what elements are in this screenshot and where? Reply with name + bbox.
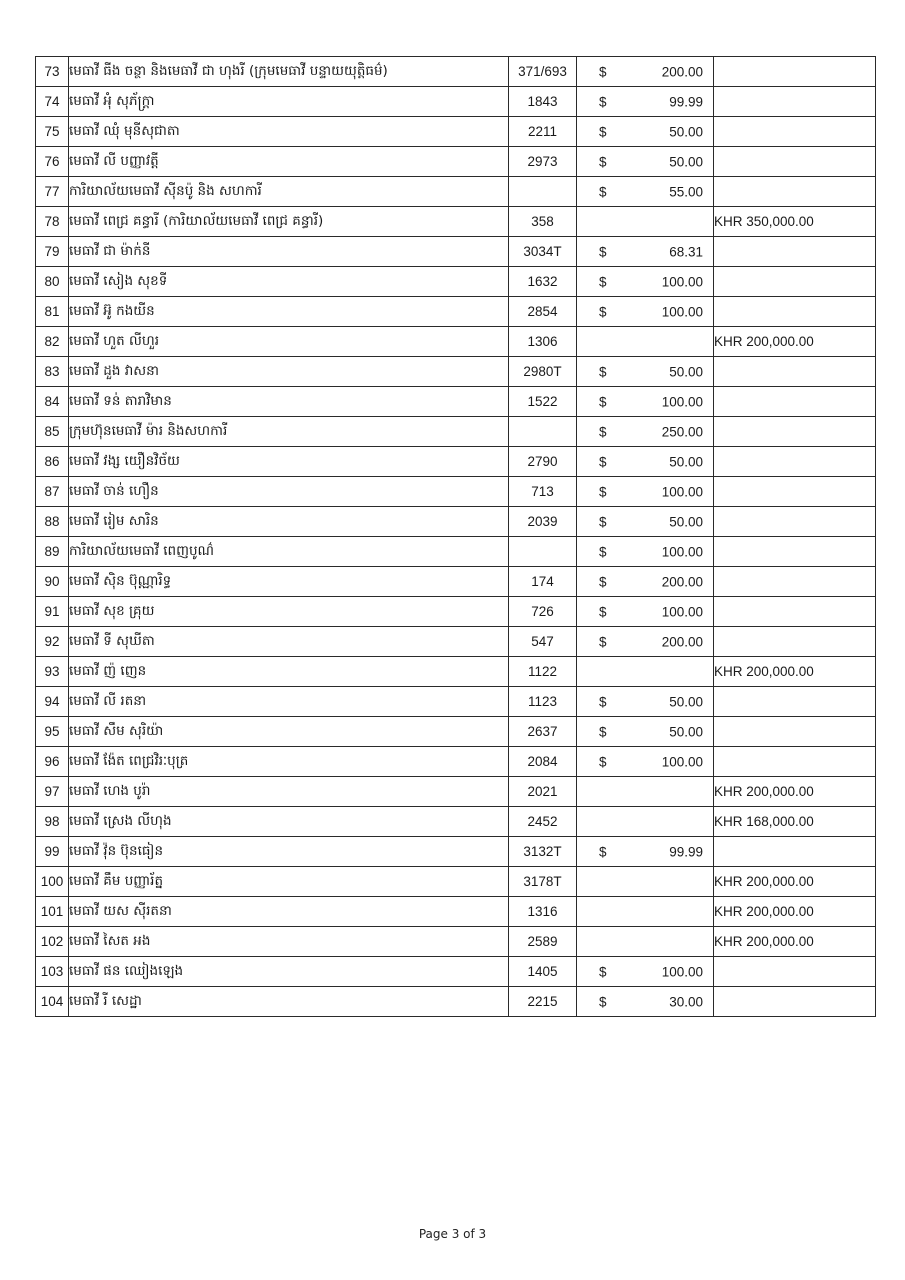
usd-amount: 99.99: [669, 844, 703, 859]
usd-amount-cell: [577, 177, 714, 207]
table-row: [36, 957, 876, 987]
row-number: 85: [36, 417, 69, 447]
lawyer-name: មេធាវី វង្ស យឿនវិច័យ: [69, 447, 509, 477]
reference-number: 2215: [509, 987, 577, 1017]
usd-amount: 99.99: [669, 94, 703, 109]
usd-amount: 50.00: [669, 154, 703, 169]
khr-amount: [714, 477, 876, 507]
khr-amount: [714, 567, 876, 597]
table-row: [36, 657, 876, 687]
usd-amount-cell: [577, 507, 714, 537]
row-number: 78: [36, 207, 69, 237]
usd-symbol: $: [599, 364, 607, 379]
reference-number: 1122: [509, 657, 577, 687]
reference-number: 1522: [509, 387, 577, 417]
row-number: 79: [36, 237, 69, 267]
reference-number: 1316: [509, 897, 577, 927]
khr-amount: [714, 387, 876, 417]
usd-amount: 100.00: [661, 274, 703, 289]
usd-symbol: $: [599, 844, 607, 859]
table-row: [36, 987, 876, 1017]
usd-amount-cell: [577, 147, 714, 177]
khr-amount: [714, 147, 876, 177]
lawyer-name: មេធាវី ឈុំ មុនីសុជាតា: [69, 117, 509, 147]
usd-amount-cell: [577, 477, 714, 507]
reference-number: 1306: [509, 327, 577, 357]
table-row: [36, 327, 876, 357]
khr-amount: [714, 267, 876, 297]
usd-amount-cell: [577, 957, 714, 987]
usd-amount-cell: [577, 927, 714, 957]
usd-symbol: $: [599, 394, 607, 409]
lawyer-name: មេធាវី ធីង ចន្ថា និងមេធាវី ជា ហុងរី (ក្រុមមេធាវី បន្ទាយយុត្តិធម៌): [69, 57, 509, 87]
reference-number: 358: [509, 207, 577, 237]
reference-number: 1123: [509, 687, 577, 717]
khr-amount: KHR 200,000.00: [714, 657, 876, 687]
reference-number: 371/693: [509, 57, 577, 87]
reference-number: 2637: [509, 717, 577, 747]
lawyer-name: មេធាវី សឹម សុរិយ៉ា: [69, 717, 509, 747]
usd-amount: 50.00: [669, 124, 703, 139]
usd-amount-cell: [577, 327, 714, 357]
usd-symbol: $: [599, 274, 607, 289]
usd-amount-cell: [577, 807, 714, 837]
usd-symbol: $: [599, 154, 607, 169]
reference-number: 1405: [509, 957, 577, 987]
row-number: 84: [36, 387, 69, 417]
usd-amount: 50.00: [669, 364, 703, 379]
row-number: 88: [36, 507, 69, 537]
page-footer: Page 3 of 3: [418, 1227, 487, 1241]
khr-amount: [714, 57, 876, 87]
usd-symbol: $: [599, 574, 607, 589]
usd-symbol: $: [599, 304, 607, 319]
khr-amount: KHR 200,000.00: [714, 927, 876, 957]
row-number: 102: [36, 927, 69, 957]
lawyer-name: មេធាវី រៀម សារិន: [69, 507, 509, 537]
usd-amount-cell: [577, 867, 714, 897]
table-row: [36, 507, 876, 537]
lawyer-name: មេធាវី លី បញ្ញាវត្តី: [69, 147, 509, 177]
lawyer-name: មេធាវី សៃត អង: [69, 927, 509, 957]
usd-symbol: $: [599, 64, 607, 79]
table-row: [36, 417, 876, 447]
table-row: [36, 57, 876, 87]
reference-number: [509, 537, 577, 567]
lawyer-name: មេធាវី សុខ គ្រុយ: [69, 597, 509, 627]
usd-amount: 100.00: [661, 604, 703, 619]
reference-number: 3034T: [509, 237, 577, 267]
row-number: 99: [36, 837, 69, 867]
table-row: [36, 897, 876, 927]
lawyer-name: ការិយាល័យមេធាវី ពេញបូណ៌: [69, 537, 509, 567]
usd-amount: 30.00: [669, 994, 703, 1009]
reference-number: 547: [509, 627, 577, 657]
usd-symbol: $: [599, 514, 607, 529]
row-number: 87: [36, 477, 69, 507]
usd-amount: 200.00: [661, 574, 703, 589]
khr-amount: [714, 987, 876, 1017]
usd-amount-cell: [577, 537, 714, 567]
lawyer-name: មេធាវី ង៉ែត ពេជ្រវិរៈបុត្រ: [69, 747, 509, 777]
reference-number: 174: [509, 567, 577, 597]
contributions-table: [35, 56, 876, 1017]
lawyer-name: មេធាវី អុំ សុភ័ក្រ្តា: [69, 87, 509, 117]
table-row: [36, 867, 876, 897]
usd-symbol: $: [599, 244, 607, 259]
table-row: [36, 447, 876, 477]
row-number: 104: [36, 987, 69, 1017]
usd-amount-cell: [577, 57, 714, 87]
khr-amount: KHR 200,000.00: [714, 897, 876, 927]
table-row: [36, 117, 876, 147]
usd-amount: 200.00: [661, 634, 703, 649]
usd-amount: 55.00: [669, 184, 703, 199]
usd-amount-cell: [577, 567, 714, 597]
usd-symbol: $: [599, 484, 607, 499]
khr-amount: [714, 237, 876, 267]
usd-amount: 68.31: [669, 244, 703, 259]
table-row: [36, 387, 876, 417]
row-number: 81: [36, 297, 69, 327]
usd-symbol: $: [599, 724, 607, 739]
usd-amount-cell: [577, 117, 714, 147]
row-number: 91: [36, 597, 69, 627]
lawyer-name: ការិយាល័យមេធាវី ស៊ីនប៉ូ និង សហការី: [69, 177, 509, 207]
usd-symbol: $: [599, 94, 607, 109]
usd-amount-cell: [577, 207, 714, 237]
table-row: [36, 717, 876, 747]
table-row: [36, 777, 876, 807]
row-number: 89: [36, 537, 69, 567]
lawyer-name: មេធាវី វ៉ុន ប៊ុនធៀន: [69, 837, 509, 867]
usd-amount-cell: [577, 237, 714, 267]
usd-amount: 50.00: [669, 454, 703, 469]
lawyer-name: មេធាវី លី រតនា: [69, 687, 509, 717]
table-row: [36, 537, 876, 567]
reference-number: 2589: [509, 927, 577, 957]
row-number: 94: [36, 687, 69, 717]
usd-amount-cell: [577, 87, 714, 117]
usd-amount: 250.00: [661, 424, 703, 439]
usd-amount: 100.00: [661, 304, 703, 319]
row-number: 77: [36, 177, 69, 207]
reference-number: 2452: [509, 807, 577, 837]
khr-amount: [714, 627, 876, 657]
lawyer-name: មេធាវី ស៊ិន ប៊ុណ្ណារិទ្ធ: [69, 567, 509, 597]
usd-amount-cell: [577, 657, 714, 687]
reference-number: 2211: [509, 117, 577, 147]
table-row: [36, 927, 876, 957]
usd-amount: 100.00: [661, 484, 703, 499]
reference-number: 2039: [509, 507, 577, 537]
usd-amount-cell: [577, 687, 714, 717]
lawyer-name: មេធាវី ទី សុឃីតា: [69, 627, 509, 657]
table-row: [36, 147, 876, 177]
khr-amount: KHR 350,000.00: [714, 207, 876, 237]
usd-amount: 100.00: [661, 544, 703, 559]
khr-amount: [714, 117, 876, 147]
table-row: [36, 357, 876, 387]
reference-number: 2084: [509, 747, 577, 777]
usd-amount: 100.00: [661, 964, 703, 979]
usd-amount: 50.00: [669, 694, 703, 709]
usd-symbol: $: [599, 184, 607, 199]
table-row: [36, 297, 876, 327]
khr-amount: KHR 200,000.00: [714, 327, 876, 357]
row-number: 92: [36, 627, 69, 657]
khr-amount: [714, 957, 876, 987]
table-row: [36, 87, 876, 117]
lawyer-name: មេធាវី ហួត លីហួរ: [69, 327, 509, 357]
row-number: 98: [36, 807, 69, 837]
row-number: 76: [36, 147, 69, 177]
table-body: [36, 57, 876, 1017]
usd-symbol: $: [599, 754, 607, 769]
lawyer-name: មេធាវី រី សេដ្ឋា: [69, 987, 509, 1017]
table-row: [36, 837, 876, 867]
usd-amount: 200.00: [661, 64, 703, 79]
usd-amount-cell: [577, 447, 714, 477]
khr-amount: KHR 168,000.00: [714, 807, 876, 837]
usd-amount-cell: [577, 837, 714, 867]
row-number: 86: [36, 447, 69, 477]
reference-number: 1632: [509, 267, 577, 297]
reference-number: 2980T: [509, 357, 577, 387]
lawyer-name: មេធាវី គឹម បញ្ញារ័ត្ន: [69, 867, 509, 897]
usd-amount: 50.00: [669, 724, 703, 739]
lawyer-name: មេធាវី ដួង វាសនា: [69, 357, 509, 387]
khr-amount: [714, 177, 876, 207]
row-number: 103: [36, 957, 69, 987]
khr-amount: [714, 717, 876, 747]
usd-amount-cell: [577, 897, 714, 927]
row-number: 82: [36, 327, 69, 357]
row-number: 100: [36, 867, 69, 897]
usd-symbol: $: [599, 124, 607, 139]
usd-amount-cell: [577, 717, 714, 747]
khr-amount: [714, 447, 876, 477]
reference-number: [509, 177, 577, 207]
khr-amount: KHR 200,000.00: [714, 867, 876, 897]
table-row: [36, 687, 876, 717]
row-number: 97: [36, 777, 69, 807]
lawyer-name: មេធាវី ចាន់ ហឿន: [69, 477, 509, 507]
usd-amount: 50.00: [669, 514, 703, 529]
lawyer-name: មេធាវី ពេជ្រ គន្ធារី (ការិយាល័យមេធាវី ពេជ្រ គន្ធារី): [69, 207, 509, 237]
lawyer-name: មេធាវី អ៊ូ កងយីន: [69, 297, 509, 327]
usd-symbol: $: [599, 964, 607, 979]
reference-number: 2790: [509, 447, 577, 477]
usd-amount-cell: [577, 417, 714, 447]
khr-amount: [714, 597, 876, 627]
reference-number: 713: [509, 477, 577, 507]
khr-amount: [714, 417, 876, 447]
reference-number: 3132T: [509, 837, 577, 867]
khr-amount: [714, 837, 876, 867]
table-row: [36, 477, 876, 507]
row-number: 74: [36, 87, 69, 117]
table-row: [36, 597, 876, 627]
usd-amount: 100.00: [661, 394, 703, 409]
reference-number: 2021: [509, 777, 577, 807]
usd-amount-cell: [577, 597, 714, 627]
reference-number: 3178T: [509, 867, 577, 897]
usd-amount-cell: [577, 777, 714, 807]
khr-amount: [714, 357, 876, 387]
reference-number: 2973: [509, 147, 577, 177]
lawyer-name: ក្រុមហ៊ុនមេធាវី ម៉ារ និងសហការី: [69, 417, 509, 447]
khr-amount: [714, 87, 876, 117]
reference-number: [509, 417, 577, 447]
khr-amount: [714, 507, 876, 537]
row-number: 95: [36, 717, 69, 747]
lawyer-name: មេធាវី ផន ឈៀងឡេង: [69, 957, 509, 987]
usd-amount-cell: [577, 627, 714, 657]
khr-amount: [714, 537, 876, 567]
row-number: 101: [36, 897, 69, 927]
usd-symbol: $: [599, 544, 607, 559]
usd-amount-cell: [577, 357, 714, 387]
khr-amount: [714, 747, 876, 777]
row-number: 83: [36, 357, 69, 387]
lawyer-name: មេធាវី យស ស៊ីរតនា: [69, 897, 509, 927]
lawyer-name: មេធាវី ស្រេង លីហុង: [69, 807, 509, 837]
lawyer-name: មេធាវី ហេង បូរ៉ា: [69, 777, 509, 807]
usd-amount-cell: [577, 387, 714, 417]
lawyer-name: មេធាវី ជា ម៉ាក់នី: [69, 237, 509, 267]
row-number: 96: [36, 747, 69, 777]
row-number: 90: [36, 567, 69, 597]
table-row: [36, 807, 876, 837]
usd-symbol: $: [599, 424, 607, 439]
lawyer-name: មេធាវី ញ៉ ញេន: [69, 657, 509, 687]
table-row: [36, 237, 876, 267]
khr-amount: [714, 687, 876, 717]
khr-amount: KHR 200,000.00: [714, 777, 876, 807]
khr-amount: [714, 297, 876, 327]
usd-amount-cell: [577, 297, 714, 327]
table-row: [36, 567, 876, 597]
table-row: [36, 267, 876, 297]
row-number: 75: [36, 117, 69, 147]
reference-number: 2854: [509, 297, 577, 327]
usd-symbol: $: [599, 454, 607, 469]
usd-symbol: $: [599, 604, 607, 619]
row-number: 93: [36, 657, 69, 687]
usd-symbol: $: [599, 994, 607, 1009]
usd-symbol: $: [599, 634, 607, 649]
table-row: [36, 177, 876, 207]
lawyer-name: មេធាវី សៀង សុខទី: [69, 267, 509, 297]
reference-number: 1843: [509, 87, 577, 117]
usd-amount-cell: [577, 747, 714, 777]
usd-amount-cell: [577, 267, 714, 297]
reference-number: 726: [509, 597, 577, 627]
row-number: 73: [36, 57, 69, 87]
row-number: 80: [36, 267, 69, 297]
usd-amount: 100.00: [661, 754, 703, 769]
table-row: [36, 747, 876, 777]
usd-amount-cell: [577, 987, 714, 1017]
table-row: [36, 627, 876, 657]
lawyer-name: មេធាវី ទន់ តារាវិមាន: [69, 387, 509, 417]
table-row: [36, 207, 876, 237]
usd-symbol: $: [599, 694, 607, 709]
